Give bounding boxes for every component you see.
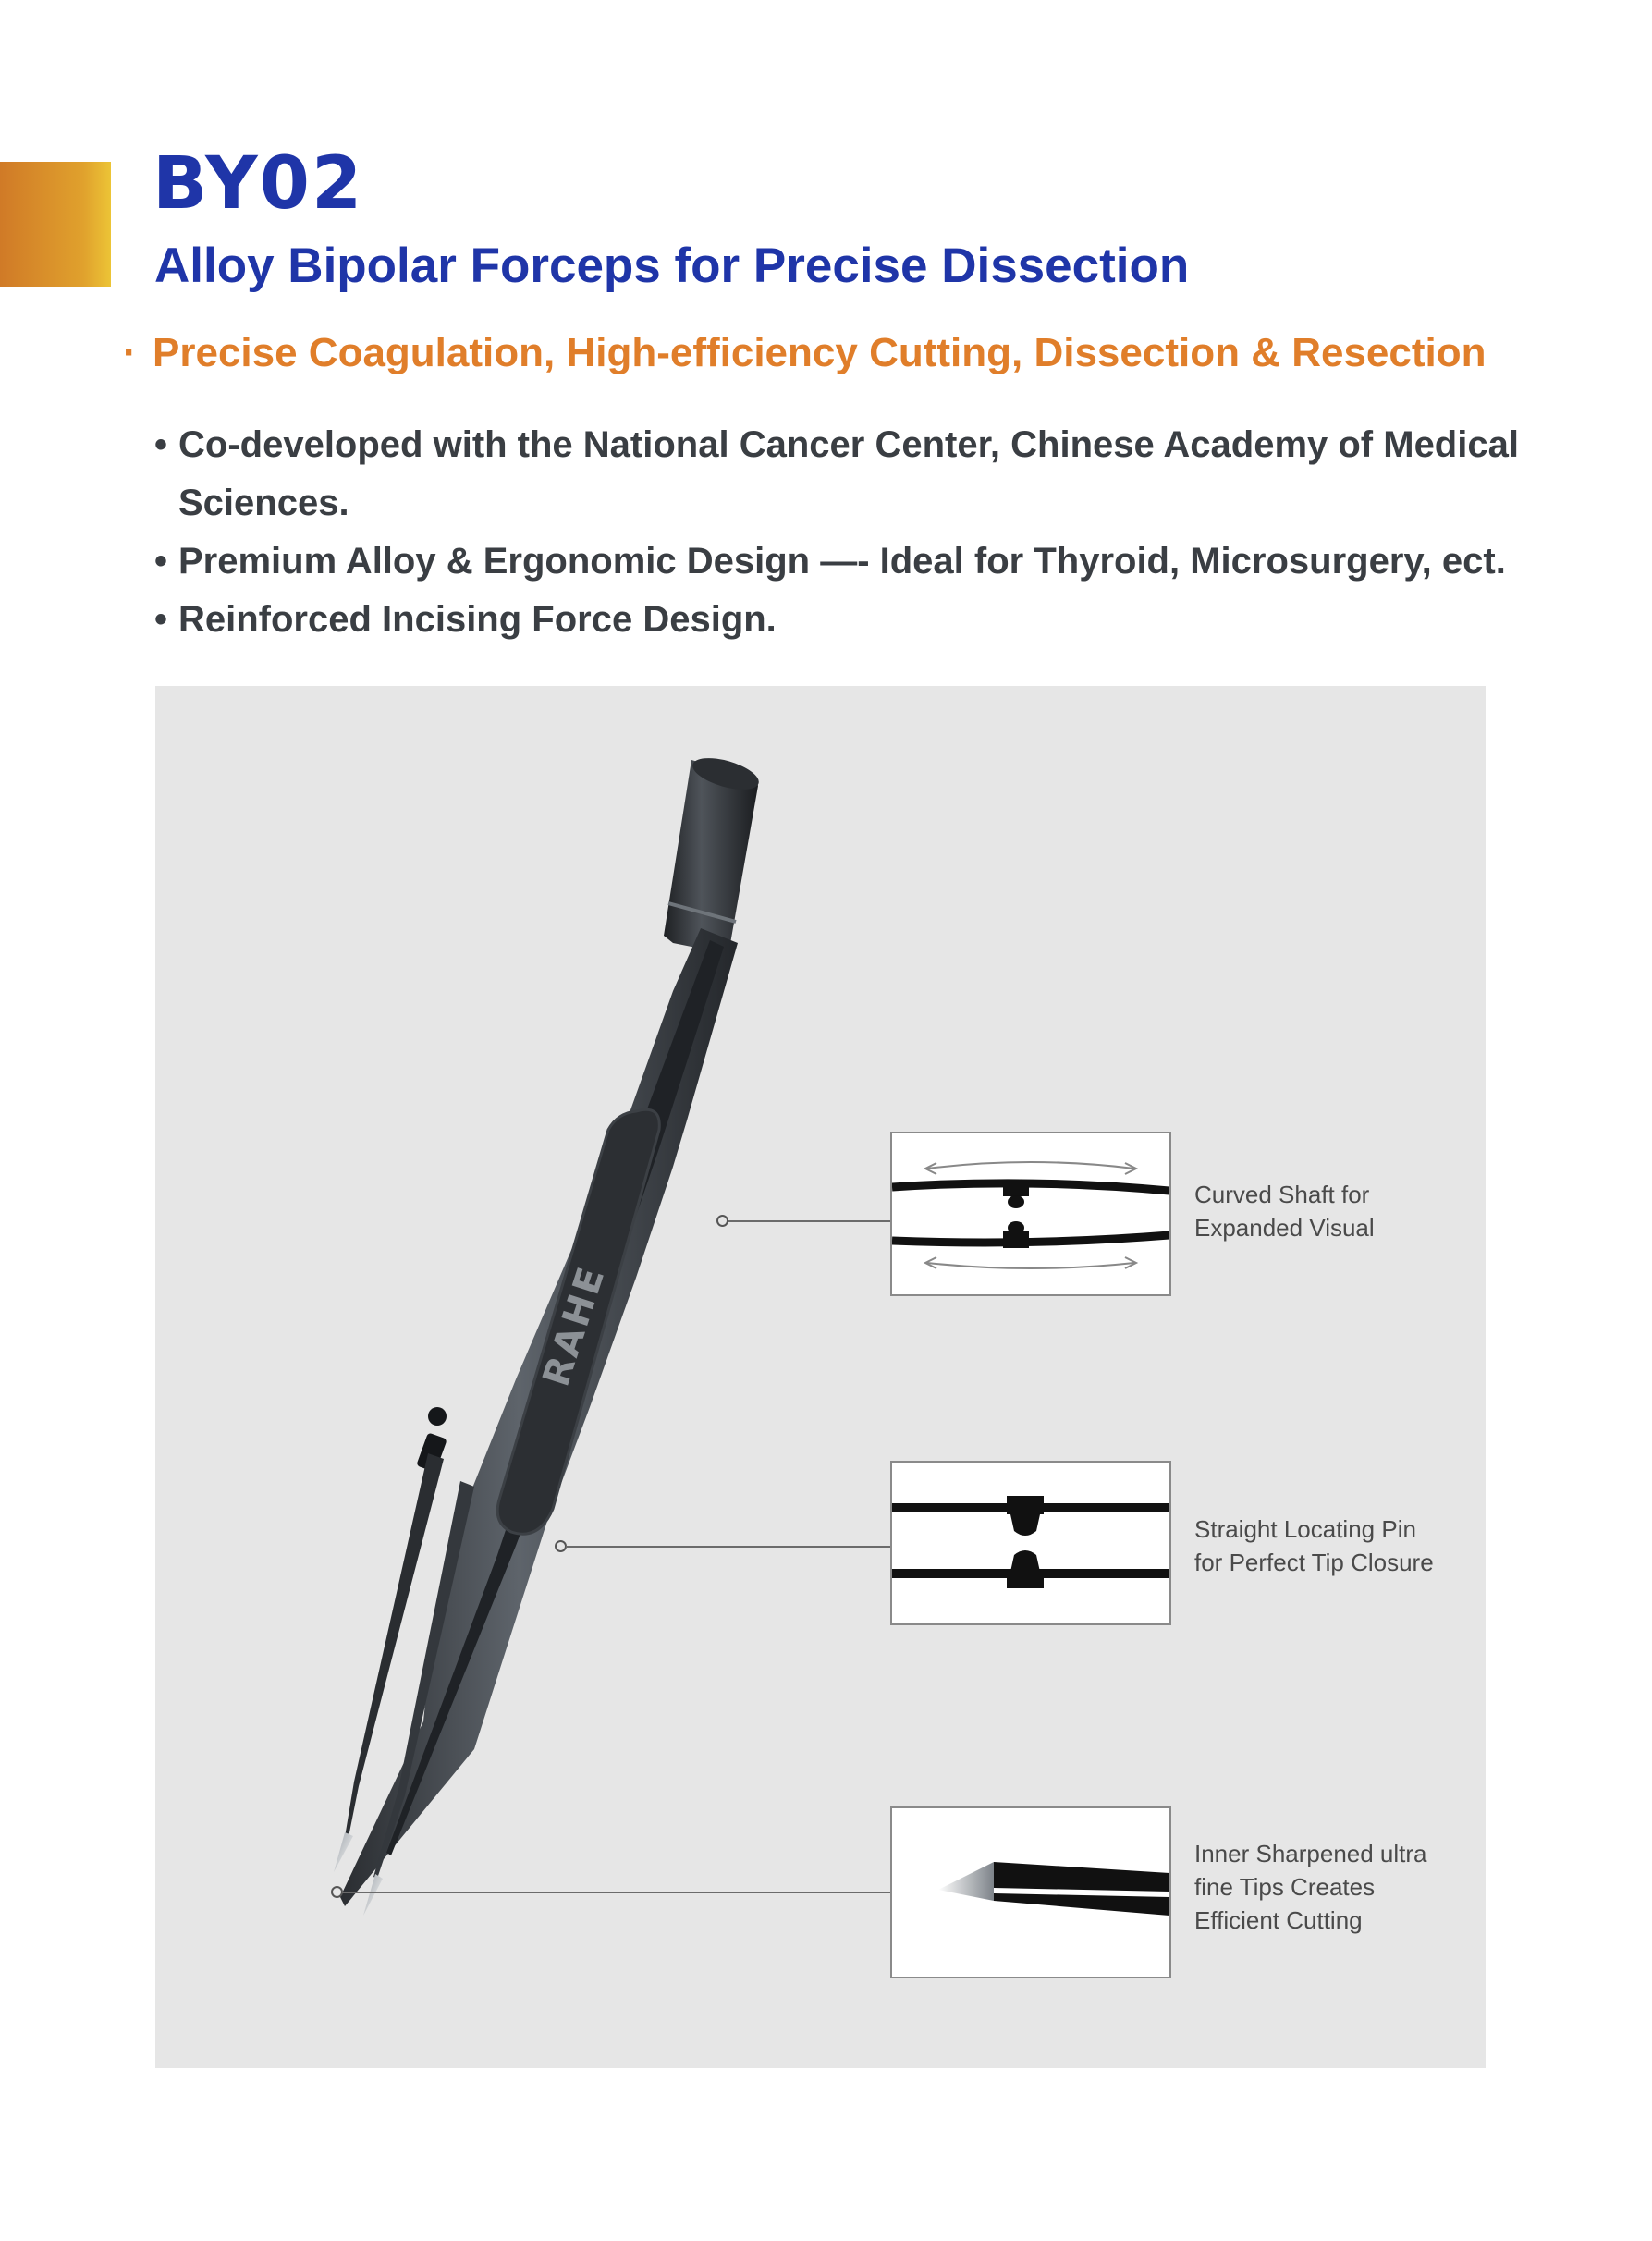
feature-list [154,416,1523,649]
accent-bar [0,162,111,287]
detail-sharpened-tips [890,1806,1171,1978]
callout-line: Straight Locating Pin [1194,1515,1416,1543]
brand-mark: RAHE [534,1259,615,1392]
callout-line: Efficient Cutting [1194,1906,1363,1934]
tagline-bullet: · [123,330,137,375]
tagline [123,329,1486,378]
tagline-text: Precise Coagulation, High-efficiency Cutting, Dissection & Resection [153,330,1487,375]
model-code: BY02 [153,142,364,226]
callout-text-curved-shaft [1194,1178,1462,1244]
callout-text-locating-pin [1194,1512,1462,1579]
feature-item: • Reinforced Incising Force Design. [154,591,1523,649]
feature-item: • Co-developed with the National Cancer Center, Chinese Academy of Medical Sciences. [154,416,1523,533]
connector-cap [664,752,762,954]
callout-line: Inner Sharpened ultra [1194,1840,1427,1868]
product-title: Alloy Bipolar Forceps for Precise Dissection [154,239,1190,293]
tip-left [334,1832,353,1872]
callout-line: Expanded Visual [1194,1214,1375,1242]
callout-line: fine Tips Creates [1194,1873,1376,1901]
callout-text-sharpened-tips [1194,1837,1462,1937]
product-image-panel [155,686,1486,2068]
detail-locating-pin [890,1461,1171,1625]
feature-item: • Premium Alloy & Ergonomic Design —- Ideal for Thyroid, Microsurgery, ect. [154,533,1523,591]
callout-line: Curved Shaft for [1194,1181,1370,1208]
detail-curved-shaft [890,1132,1171,1296]
callout-line: for Perfect Tip Closure [1194,1549,1434,1576]
